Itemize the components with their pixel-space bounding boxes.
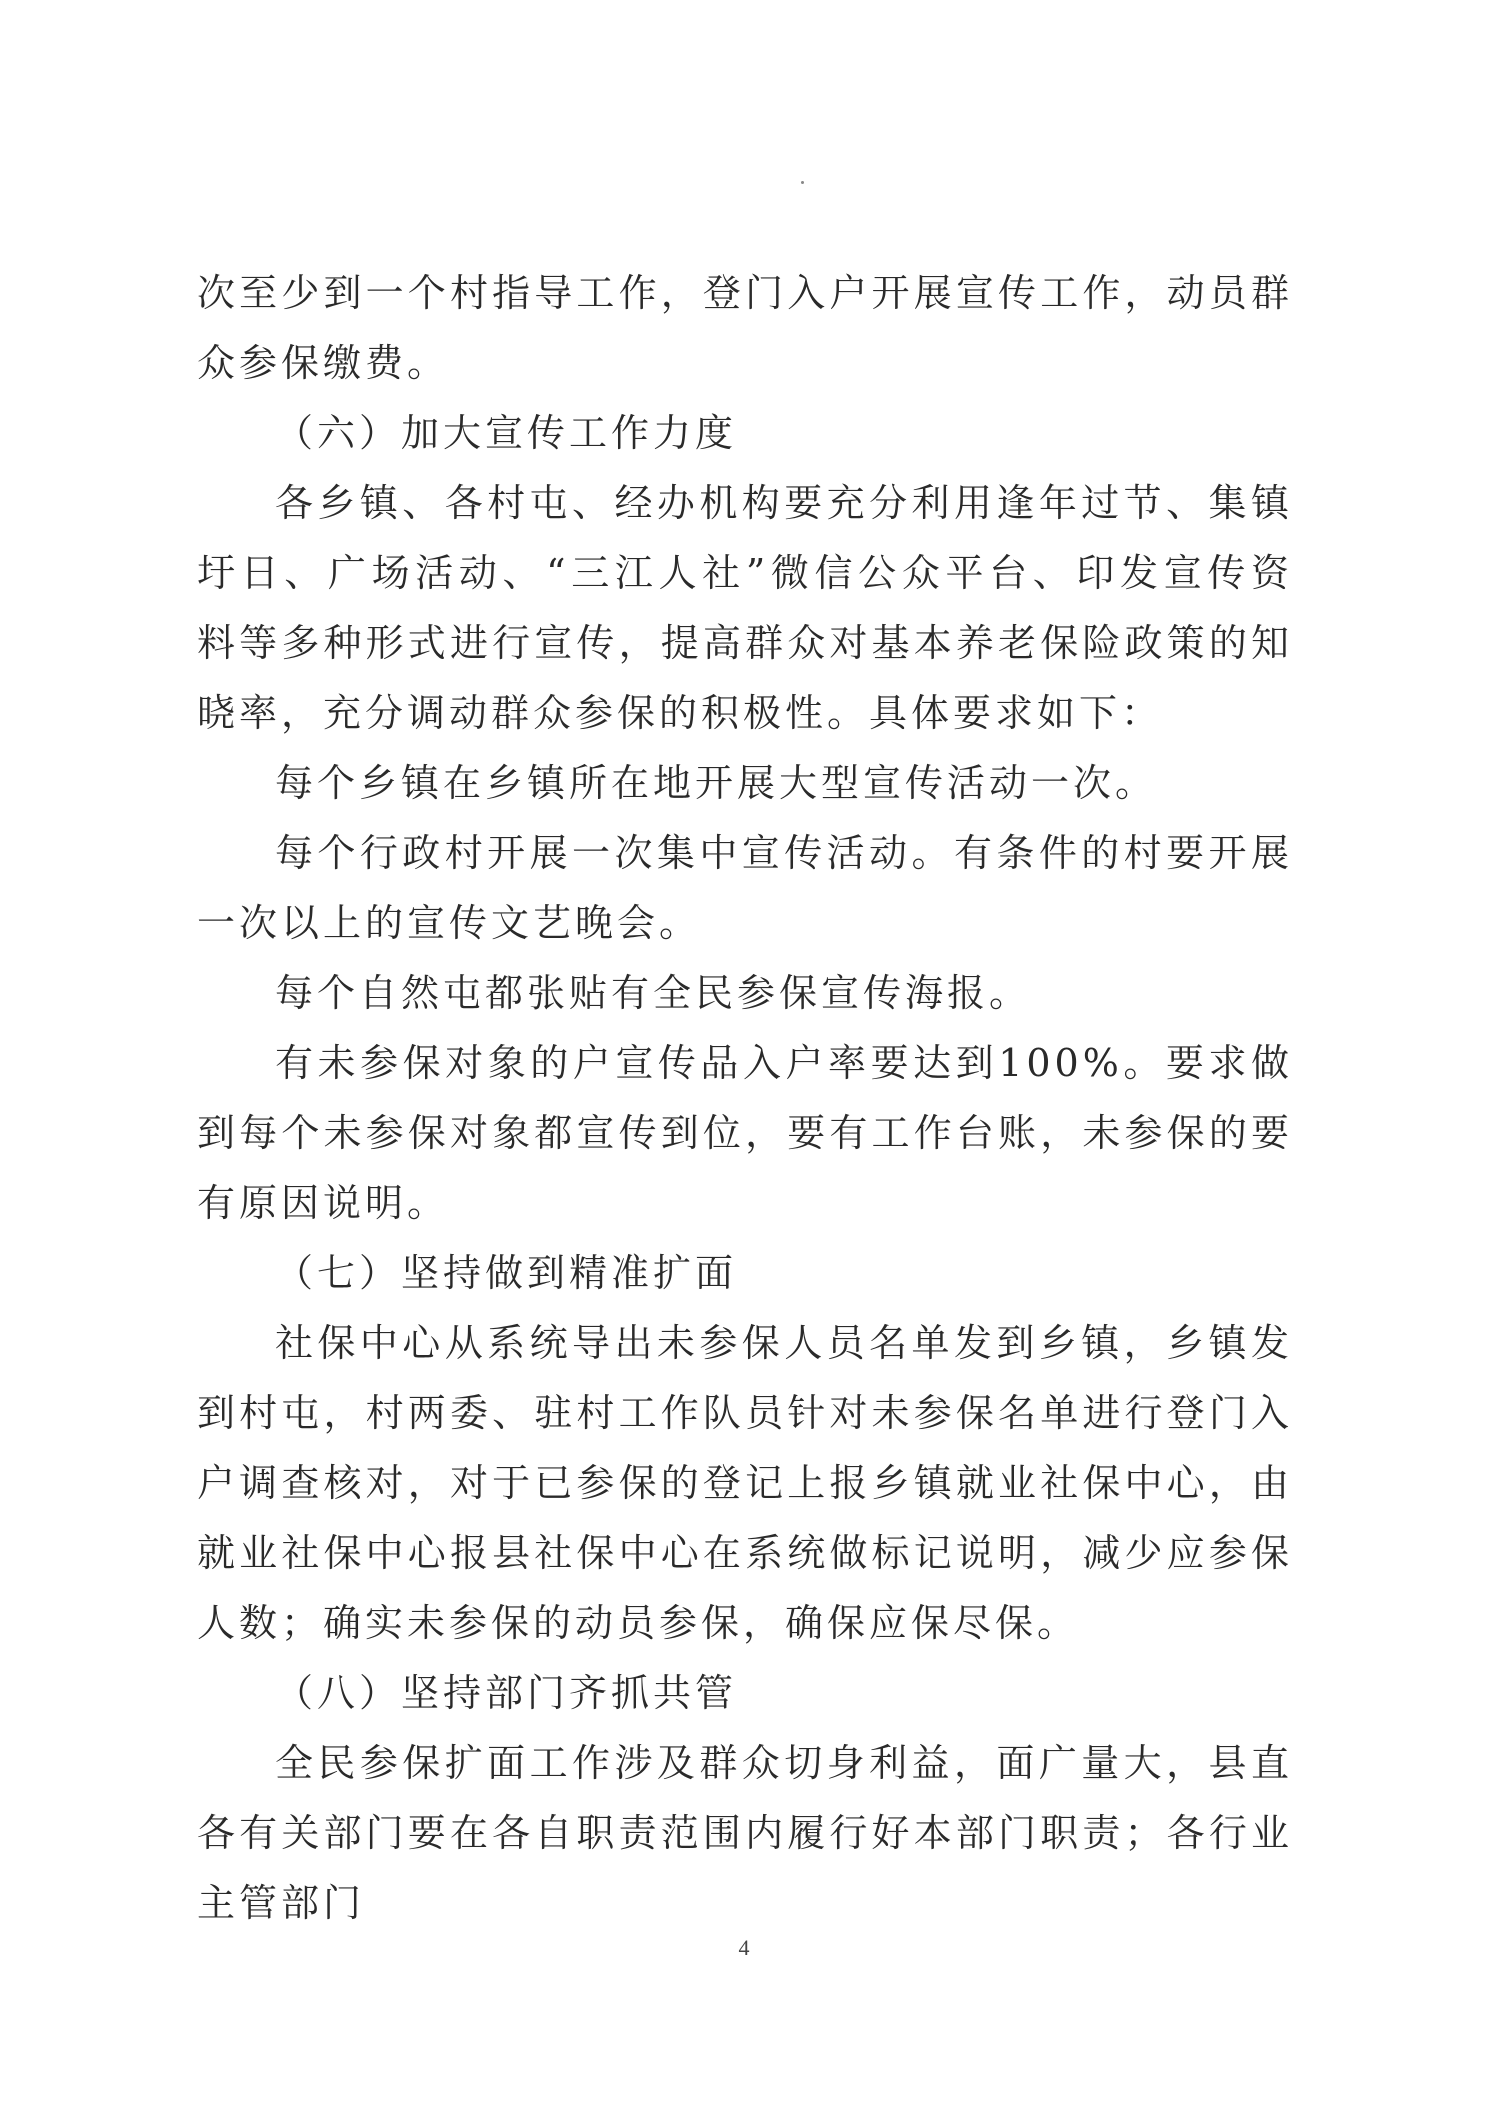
paragraph: 每个乡镇在乡镇所在地开展大型宣传活动一次。 xyxy=(275,761,1158,805)
paragraph: 有未参保对象的户宣传品入户率要达到100%。要求做到每个未参保对象都宣传到位，要有工作台账，未参保的要有原因说明。 xyxy=(197,1041,1293,1225)
paragraph: 次至少到一个村指导工作，登门入户开展宣传工作，动员群众参保缴费。 xyxy=(197,271,1293,385)
paragraph: 每个自然屯都张贴有全民参保宣传海报。 xyxy=(275,971,1032,1015)
paragraph: 各乡镇、各村屯、经办机构要充分利用逢年过节、集镇圩日、广场活动、“三江人社”微信公众平台、印发宣传资料等多种形式进行宣传，提高群众对基本养老保险政策的知晓率，充分调动群众参保的积极性。具体要求如下： xyxy=(197,481,1293,735)
document-body xyxy=(197,258,1293,1938)
paragraph: 全民参保扩面工作涉及群众切身利益，面广量大，县直各有关部门要在各自职责范围内履行好本部门职责；各行业主管部门 xyxy=(197,1741,1293,1925)
section-heading-6: （六）加大宣传工作力度 xyxy=(275,411,738,455)
paragraph: 社保中心从系统导出未参保人员名单发到乡镇，乡镇发到村屯，村两委、驻村工作队员针对未参保名单进行登门入户调查核对，对于已参保的登记上报乡镇就业社保中心，由就业社保中心报县社保中心在系统做标记说明，减少应参保人数；确实未参保的动员参保，确保应保尽保。 xyxy=(197,1321,1293,1645)
section-heading-8: （八）坚持部门齐抓共管 xyxy=(275,1671,738,1715)
paragraph: 每个行政村开展一次集中宣传活动。有条件的村要开展一次以上的宣传文艺晚会。 xyxy=(197,831,1293,945)
page-number: 4 xyxy=(738,1935,750,1960)
scan-dot xyxy=(801,181,804,184)
section-heading-7: （七）坚持做到精准扩面 xyxy=(275,1251,738,1295)
